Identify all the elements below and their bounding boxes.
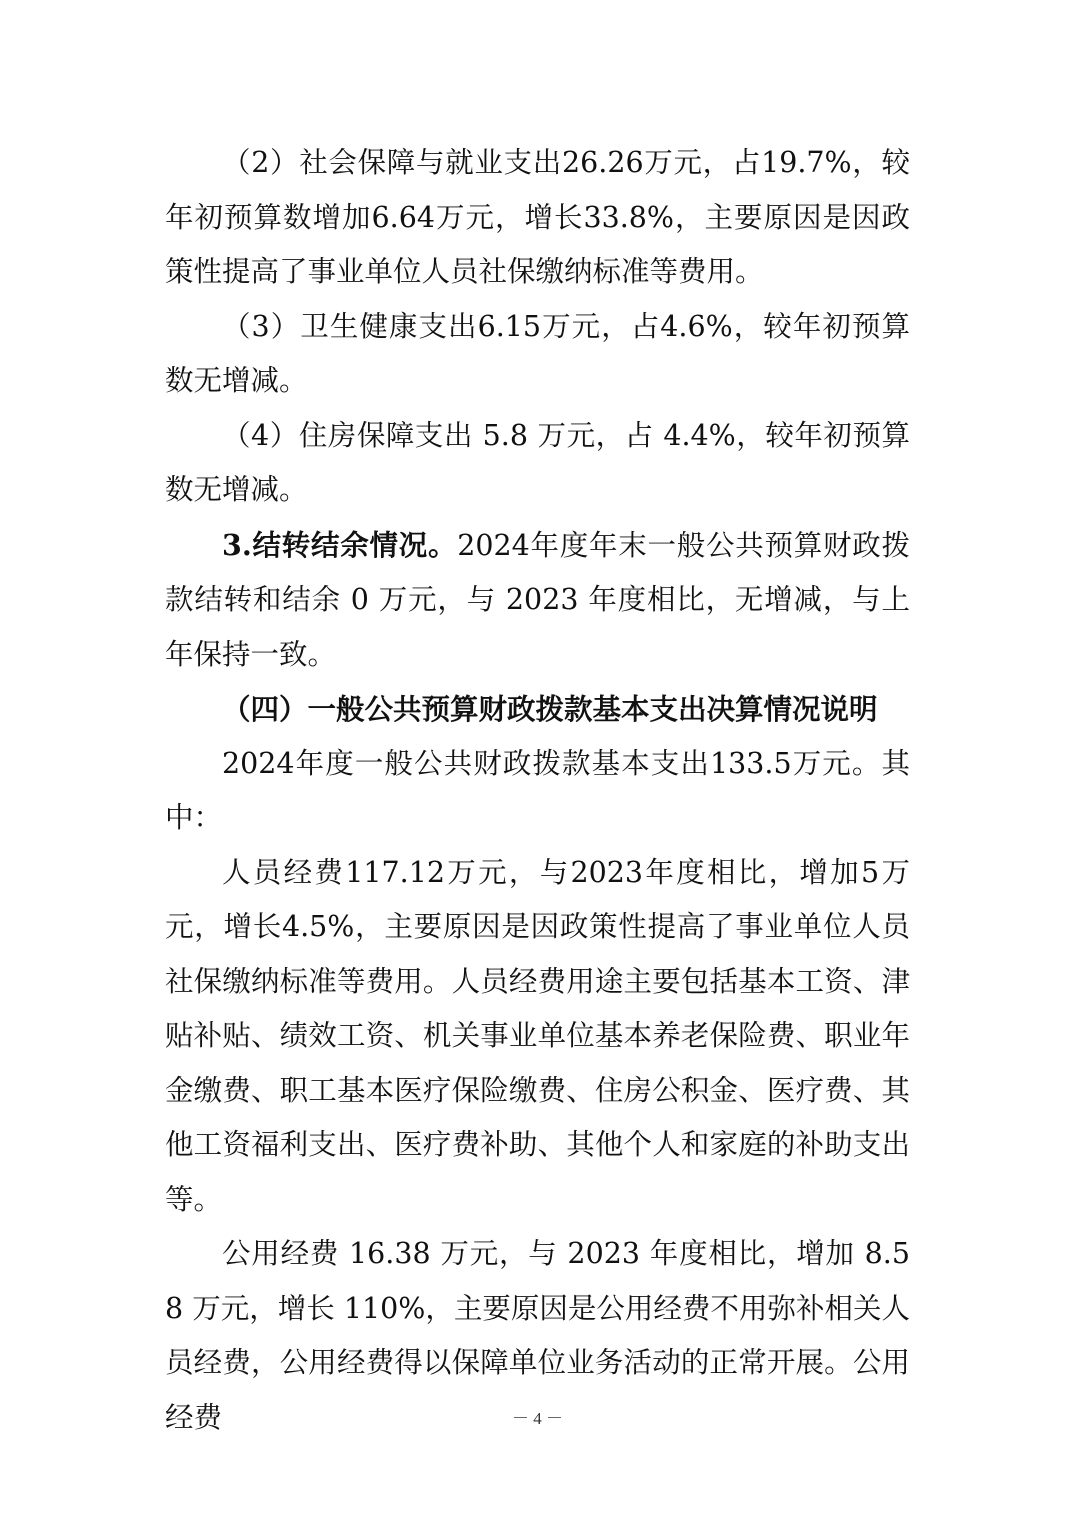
paragraph-personnel-cost: 人员经费117.12万元，与2023年度相比，增加5万元，增长4.5%，主要原因是因政策性提高了事业单位人员社保缴纳标准等费用。人员经费用途主要包括基本工资、津贴补贴、绩效工资、机关事业单位基本养老保险费、职业年金缴费、职工基本医疗保险缴费、住房公积金、医疗费、其他工资福利支出、医疗费补助、其他个人和家庭的补助支出等。 — [165, 855, 910, 1216]
paragraph-lead: 3.结转结余情况。 — [222, 527, 458, 562]
section-heading: （四）一般公共预算财政拨款基本支出决算情况说明 — [222, 692, 878, 726]
page-number: － 4 － — [512, 1409, 563, 1428]
paragraph-social-security: （2）社会保障与就业支出26.26万元，占19.7%，较年初预算数增加6.64万元，增长33.8%，主要原因是因政策性提高了事业单位人员社保缴纳标准等费用。 — [165, 146, 910, 288]
paragraph-basic-expenditure: 2024年度一般公共财政拨款基本支出133.5万元。其中： — [165, 746, 910, 834]
paragraph-public-cost: 公用经费 16.38 万元，与 2023 年度相比，增加 8.58 万元，增长 110%，主要原因是公用经费不用弥补相关人员经费，公用经费得以保障单位业务活动的正常开展。公用经费 — [165, 1237, 910, 1434]
paragraph-housing: （4）住房保障支出 5.8 万元，占 4.4%，较年初预算数无增减。 — [165, 418, 910, 506]
paragraph-carryover: 3.结转结余情况。2024年度年末一般公共预算财政拨款结转和结余 0 万元，与 2023 年度相比，无增减，与上年保持一致。 — [165, 527, 911, 671]
document-body — [165, 136, 910, 1445]
paragraph-health: （3）卫生健康支出6.15万元，占4.6%，较年初预算数无增减。 — [165, 309, 910, 397]
